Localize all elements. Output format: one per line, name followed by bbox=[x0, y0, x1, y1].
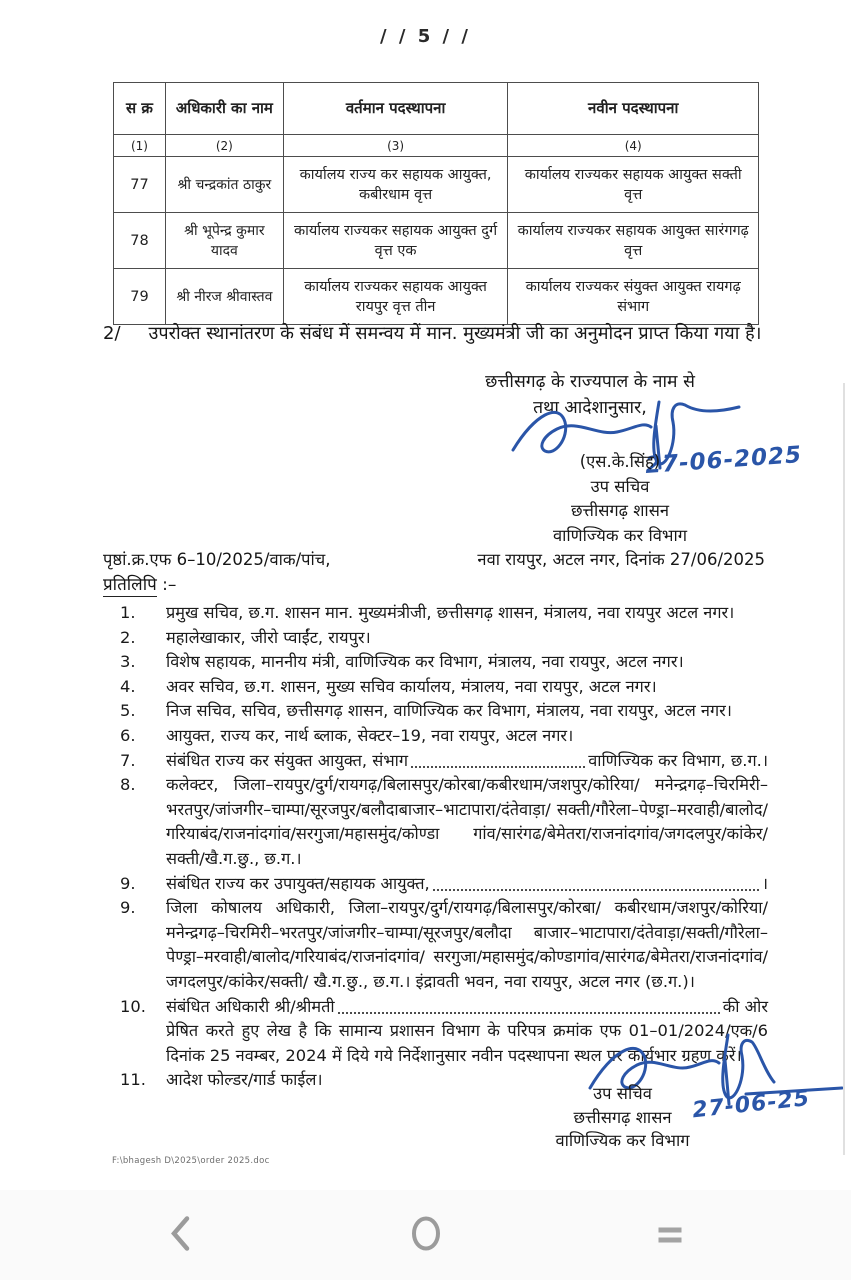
reference-number: पृष्ठां.क्र.एफ 6–10/2025/वाक/पांच, bbox=[103, 550, 331, 569]
list-item-number: 9. bbox=[120, 898, 136, 918]
list-item-text-rest: प्रेषित करते हुए लेख है कि सामान्य प्रशासन विभाग के परिपत्र क्रमांक एफ 01–01/2024/एक/6 दिनांक 25 नवम्बर, 2024 में दिये गये निर्देशानुसार नवीन पदस्थापना स्थल पर कार्यभार ग्रहण करें। bbox=[166, 1021, 768, 1065]
signatory-dept: वाणिज्यिक कर विभाग bbox=[555, 1131, 690, 1150]
list-item-text-pre: संबंधित अधिकारी श्री/श्रीमती bbox=[166, 996, 335, 1016]
android-nav-bar bbox=[0, 1190, 851, 1280]
colnum-3: (3) bbox=[283, 135, 508, 157]
list-item bbox=[120, 872, 768, 897]
page-number: / / 5 / / bbox=[380, 26, 471, 47]
list-item-text-post: वाणिज्यिक कर विभाग, छ.ग.। bbox=[588, 750, 768, 770]
back-button[interactable] bbox=[158, 1206, 202, 1265]
header-officer-name: अधिकारी का नाम bbox=[165, 83, 283, 135]
approval-paragraph bbox=[103, 320, 765, 347]
cell-current-posting: कार्यालय राज्यकर सहायक आयुक्त दुर्ग वृत्त एक bbox=[283, 213, 508, 269]
dotted-blank bbox=[433, 889, 759, 891]
paragraph-number: 2/ bbox=[103, 323, 121, 344]
signatory-designation: उप सचिव bbox=[590, 476, 650, 496]
authority-line-1: छत्तीसगढ़ के राज्यपाल के नाम से bbox=[485, 372, 695, 392]
cell-officer-name: श्री चन्द्रकांत ठाकुर bbox=[165, 157, 283, 213]
list-item-text: अवर सचिव, छ.ग. शासन, मुख्य सचिव कार्यालय, मंत्रालय, नवा रायपुर, अटल नगर। bbox=[166, 676, 657, 696]
cell-new-posting: कार्यालय राज्यकर सहायक आयुक्त सक्ती वृत्त bbox=[508, 157, 759, 213]
dotted-blank bbox=[338, 1012, 720, 1014]
distribution-list bbox=[120, 601, 768, 1093]
back-chevron-icon bbox=[166, 1214, 194, 1254]
header-sno: स क्र bbox=[114, 83, 166, 135]
signatory-dept: वाणिज्यिक कर विभाग bbox=[552, 525, 688, 545]
cell-officer-name: श्री भूपेन्द्र कुमार यादव bbox=[165, 213, 283, 269]
header-new-posting: नवीन पदस्थापना bbox=[508, 83, 759, 135]
transfer-table bbox=[113, 82, 759, 325]
list-item-number: 8. bbox=[120, 775, 136, 795]
signatory-designation: उप सचिव bbox=[593, 1084, 652, 1103]
copy-heading-word: प्रतिलिपि bbox=[103, 575, 157, 595]
header-current-posting: वर्तमान पदस्थापना bbox=[283, 83, 508, 135]
list-item bbox=[120, 699, 768, 724]
list-item-number: 10. bbox=[120, 996, 146, 1016]
list-item-number: 6. bbox=[120, 725, 136, 745]
list-item-text: जिला कोषालय अधिकारी, जिला–रायपुर/दुर्ग/रायगढ़/बिलासपुर/कोरबा/ कबीरधाम/जशपुर/कोरिया/मनेन्द्रगढ़–चिरमिरी–भरतपुर/जांजगीर–चाम्पा/सूरजपुर/बलौदा बाजार–भाटापारा/दंतेवाड़ा/सक्ती/गौरेला–पेण्ड्रा–मरवाही/बालोद/गरियाबंद/राजनांदगांव/ सरगुजा/महासमुंद/कोण्डागांव/सारंगढ/बेमेतरा/राजनांदगांव/जगदलपुर/कांकेर/सक्ती/ खै.ग.छु., छ.ग.। इंद्रावती भवन, नवा रायपुर, अटल नगर (छ.ग.)। bbox=[166, 898, 768, 991]
list-item-text: कलेक्टर, जिला–रायपुर/दुर्ग/रायगढ़/बिलासपुर/कोरबा/कबीरधाम/जशपुर/कोरिया/ मनेन्द्रगढ़–चिरमिरी–भरतपुर/जांजगीर–चाम्पा/सूरजपुर/बलौदाबाजार–भाटापारा/दंतेवाड़ा/ सक्ती/गौरेला–पेण्ड्रा–मरवाही/बालोद/गरियाबंद/राजनांदगांव/सरगुजा/महासमुंद/कोण्डा गांव/सारंगढ/बेमेतरा/राजनांदगांव/जगदलपुर/कांकेर/सक्ती/खै.ग.छु., छ.ग.। bbox=[166, 775, 768, 868]
colnum-2: (2) bbox=[165, 135, 283, 157]
signatory-govt: छत्तीसगढ़ शासन bbox=[573, 1107, 672, 1127]
list-item-text-post: की ओर bbox=[722, 996, 768, 1016]
colnum-1: (1) bbox=[114, 135, 166, 157]
table-row bbox=[114, 269, 759, 325]
cell-current-posting: कार्यालय राज्यकर सहायक आयुक्त रायपुर वृत्त तीन bbox=[283, 269, 508, 325]
recents-menu-button[interactable] bbox=[651, 1215, 690, 1256]
list-item-number: 1. bbox=[120, 603, 136, 622]
cell-new-posting: कार्यालय राज्यकर सहायक आयुक्त सारंगगढ़ वृत्त bbox=[508, 213, 759, 269]
table-header-row bbox=[114, 83, 759, 135]
list-item bbox=[120, 724, 768, 749]
authority-line-2: तथा आदेशानुसार, bbox=[533, 398, 647, 418]
signatory-block-bottom bbox=[540, 1082, 705, 1153]
list-item-number: 11. bbox=[120, 1070, 146, 1090]
list-item bbox=[120, 749, 768, 774]
colnum-4: (4) bbox=[508, 135, 759, 157]
table-row bbox=[114, 157, 759, 213]
list-item-text bbox=[166, 872, 768, 897]
list-item-number: 9. bbox=[120, 873, 136, 893]
list-item-text: महालेखाकार, जीरो प्वाईंट, रायपुर। bbox=[166, 627, 371, 647]
reference-line bbox=[103, 547, 765, 570]
list-item-text-pre: संबंधित राज्य कर संयुक्त आयुक्त, संभाग bbox=[166, 750, 409, 770]
list-item-text bbox=[166, 749, 768, 774]
handwritten-date-bottom: 27-06-25 bbox=[691, 1086, 812, 1124]
home-circle-icon bbox=[411, 1216, 441, 1252]
list-item-number: 3. bbox=[120, 652, 136, 672]
cell-officer-name: श्री नीरज श्रीवास्तव bbox=[165, 269, 283, 325]
page-edge-line bbox=[843, 383, 845, 1155]
list-item-number: 5. bbox=[120, 701, 136, 721]
list-item-text: विशेष सहायक, माननीय मंत्री, वाणिज्यिक कर विभाग, मंत्रालय, नवा रायपुर, अटल नगर। bbox=[166, 652, 684, 672]
cell-current-posting: कार्यालय राज्य कर सहायक आयुक्त, कबीरधाम वृत्त bbox=[283, 157, 508, 213]
list-item-first-line bbox=[166, 995, 768, 1020]
handwritten-date-top: 27-06-2025 bbox=[644, 442, 803, 479]
list-item-text: आयुक्त, राज्य कर, नार्थ ब्लाक, सेक्टर–19, नवा रायपुर, अटल नगर। bbox=[166, 725, 574, 745]
menu-hamburger-icon bbox=[659, 1228, 682, 1243]
signatory-govt: छत्तीसगढ़ शासन bbox=[570, 501, 670, 520]
list-item-text: प्रमुख सचिव, छ.ग. शासन मान. मुख्यमंत्रीजी, छत्तीसगढ़ शासन, मंत्रालय, नवा रायपुर अटल नगर। bbox=[166, 603, 735, 622]
home-button[interactable] bbox=[403, 1208, 449, 1263]
list-item-number: 2. bbox=[120, 627, 136, 647]
copy-heading-suffix: :– bbox=[156, 575, 177, 595]
list-item-text-post: । bbox=[761, 873, 768, 893]
place-date: नवा रायपुर, अटल नगर, दिनांक 27/06/2025 bbox=[477, 550, 765, 569]
cell-sno: 77 bbox=[114, 157, 166, 213]
cell-new-posting: कार्यालय राज्यकर संयुक्त आयुक्त रायगढ़ संभाग bbox=[508, 269, 759, 325]
list-item bbox=[120, 896, 768, 994]
list-item bbox=[120, 773, 768, 871]
list-item-text: निज सचिव, सचिव, छत्तीसगढ़ शासन, वाणिज्यिक कर विभाग, मंत्रालय, नवा रायपुर, अटल नगर। bbox=[166, 701, 732, 721]
list-item-number: 4. bbox=[120, 676, 136, 696]
list-item bbox=[120, 675, 768, 700]
list-item bbox=[120, 650, 768, 675]
list-item-number: 7. bbox=[120, 750, 136, 770]
copy-heading bbox=[103, 572, 176, 595]
list-item bbox=[120, 626, 768, 651]
signatory-name: (एस.के.सिंह) bbox=[579, 452, 661, 471]
table-row bbox=[114, 213, 759, 269]
signatory-block-top bbox=[495, 450, 745, 548]
table-colnum-row bbox=[114, 135, 759, 157]
list-item-text-pre: संबंधित राज्य कर उपायुक्त/सहायक आयुक्त, bbox=[166, 873, 430, 893]
list-item-text: आदेश फोल्डर/गार्ड फाईल। bbox=[166, 1070, 323, 1090]
paragraph-text: उपरोक्त स्थानांतरण के संबंध में समन्वय में मान. मुख्यमंत्री जी का अनुमोदन प्राप्त किया गया है। bbox=[148, 323, 762, 344]
cell-sno: 79 bbox=[114, 269, 166, 325]
dotted-blank bbox=[411, 766, 585, 768]
list-item bbox=[120, 601, 768, 626]
file-path-footer: F:\bhagesh D\2025\order 2025.doc bbox=[112, 1156, 270, 1166]
cell-sno: 78 bbox=[114, 213, 166, 269]
